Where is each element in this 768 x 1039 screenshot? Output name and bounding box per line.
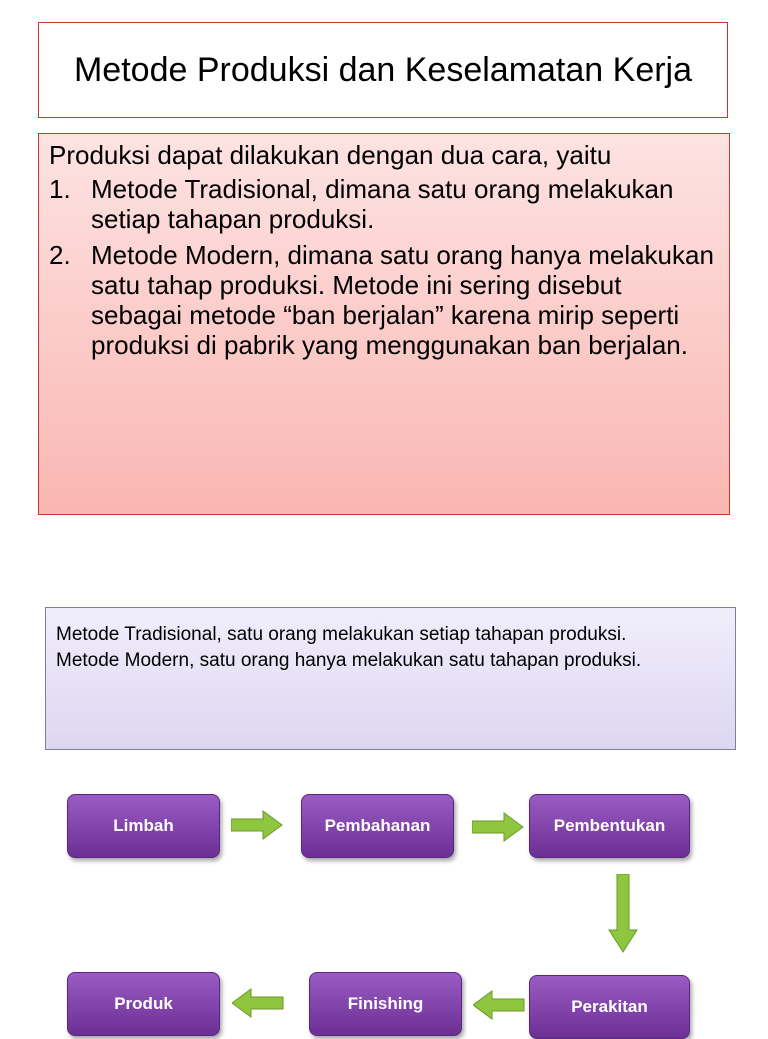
method-list [49,174,719,360]
note-box [45,607,736,750]
note-line-traditional: Metode Tradisional, satu orang melakukan setiap tahapan produksi. [56,624,627,645]
list-number: 1. [49,174,71,204]
step-pembahanan: Pembahanan [301,794,454,858]
arrow-down-icon [608,874,638,954]
list-item [49,240,719,360]
page-title: Metode Produksi dan Keselamatan Kerja [73,51,693,89]
list-number: 2. [49,240,71,270]
content-box [38,133,730,515]
list-text: Metode Modern, dimana satu orang hanya melakukan satu tahap produksi. Metode ini sering disebut sebagai metode “ban berjalan” karena mirip seperti produksi di pabrik yang menggunakan ban berjalan. [91,240,714,360]
list-text: Metode Tradisional, dimana satu orang melakukan setiap tahapan produksi. [91,174,674,234]
note-line-modern: Metode Modern, satu orang hanya melakukan satu tahapan produksi. [56,650,642,671]
arrow-left-icon [473,990,525,1020]
arrow-left-icon [232,988,284,1018]
arrow-right-icon [231,810,283,840]
intro-text: Produksi dapat dilakukan dengan dua cara, yaitu [49,140,612,170]
step-limbah: Limbah [67,794,220,858]
step-finishing: Finishing [309,972,462,1036]
step-pembentukan: Pembentukan [529,794,690,858]
list-item [49,174,719,234]
step-produk: Produk [67,972,220,1036]
step-perakitan: Perakitan [529,975,690,1039]
title-box [38,22,728,118]
arrow-right-icon [472,812,524,842]
